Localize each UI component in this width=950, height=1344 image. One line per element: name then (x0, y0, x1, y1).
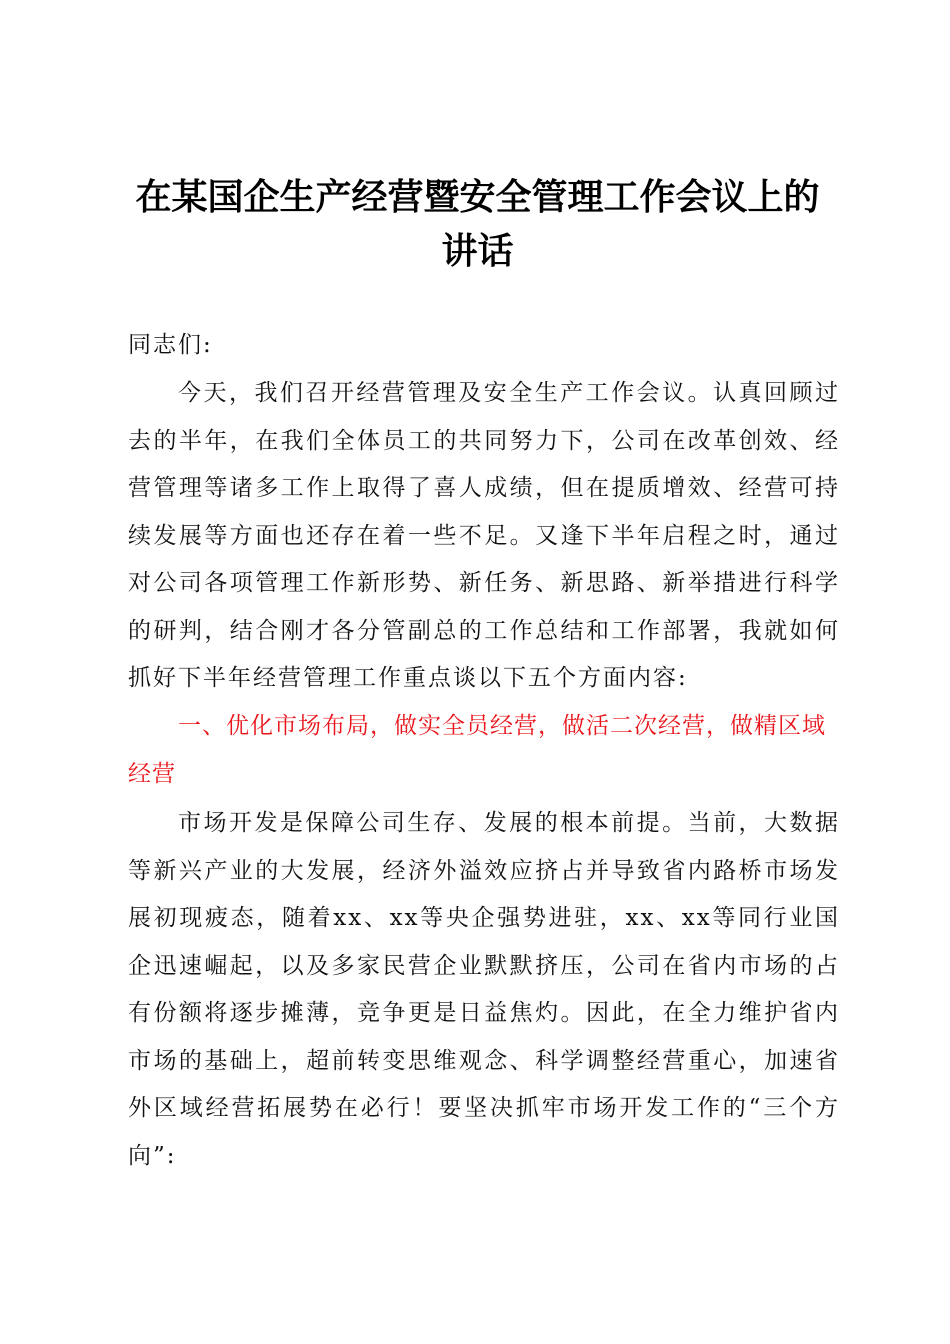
salutation: 同志们: (128, 332, 213, 358)
section-heading-1: 一、优化市场布局，做实全员经营，做活二次经营，做精区域经营 (128, 713, 826, 787)
section-1-paragraph: 市场开发是保障公司生存、发展的根本前提。当前，大数据等新兴产业的大发展，经济外溢效应挤占并导致省内路桥市场发展初现疲态，随着xx、xx等央企强势进驻，xx、xx等同行业国企迅速崛起，以及多家民营企业默默挤压，公司在省内市场的占有份额将逐步摊薄，竞争更是日益焦灼。因此，在全力维护省内市场的基础上，超前转变思维观念、科学调整经营重心，加速省外区域经营拓展势在必行！要坚决抓牢市场开发工作的“三个方向”: (128, 810, 840, 1169)
document-title: 在某国企生产经营暨安全管理工作会议上的讲话 (135, 176, 820, 272)
intro-paragraph: 今天，我们召开经营管理及安全生产工作会议。认真回顾过去的半年，在我们全体员工的共同努力下，公司在改革创效、经营管理等诸多工作上取得了喜人成绩，但在提质增效、经营可持续发展等方面也还存在着一些不足。又逢下半年启程之时，通过对公司各项管理工作新形势、新任务、新思路、新举措进行科学的研判，结合刚才各分管副总的工作总结和工作部署，我就如何抓好下半年经营管理工作重点谈以下五个方面内容: (128, 380, 840, 691)
